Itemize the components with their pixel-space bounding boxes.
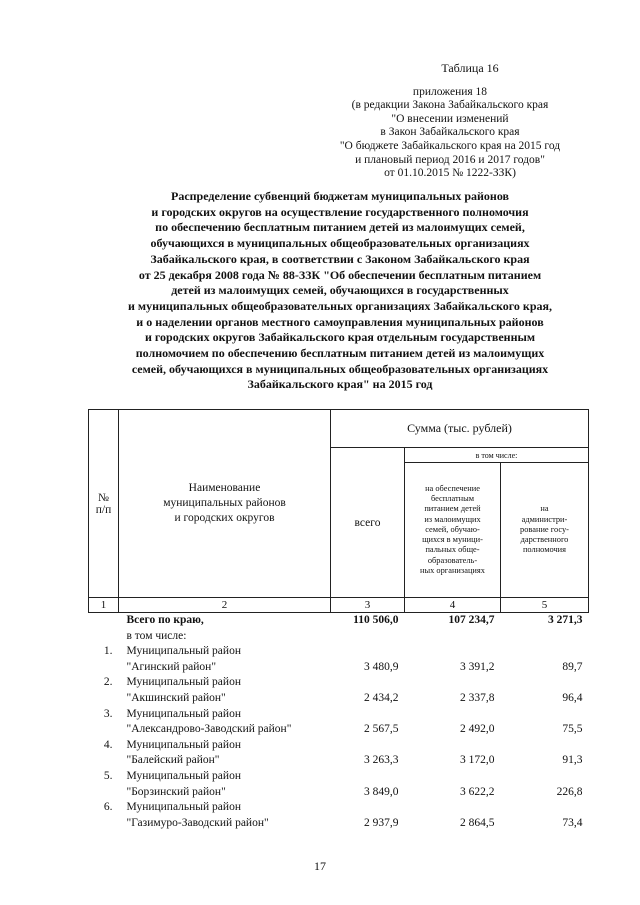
title-line: Забайкальского края, в соответствии с Законом Забайкальского края	[150, 251, 530, 266]
column-header-total: всего	[331, 448, 405, 598]
total-sublabel: в том числе:	[126, 629, 187, 642]
title-line: обучающихся в муниципальных общеобразовательных организациях	[150, 236, 530, 251]
column-header-sum: Сумма (тыс. рублей)	[331, 410, 589, 448]
row-value-admin: 3 271,3	[548, 614, 583, 626]
row-name	[119, 707, 331, 738]
row-name-line: Муниципальный район	[126, 645, 241, 658]
table-row-total	[89, 613, 589, 645]
row-name-line: Муниципальный район	[126, 738, 241, 751]
row-value-food: 2 492,0	[460, 723, 495, 736]
row-name-line: "Балейский район"	[126, 754, 220, 767]
header-text: на обеспечение	[425, 483, 480, 493]
row-index: 5.	[103, 769, 113, 782]
header-text: бесплатным	[430, 493, 475, 503]
table-row	[89, 769, 589, 800]
title-line: детей из малоимущих семей, обучающихся в государственных	[171, 283, 509, 298]
header-text: администри-	[521, 514, 568, 524]
row-index: 3.	[103, 707, 113, 720]
row-name-line: "Газимуро-Заводский район"	[126, 816, 269, 829]
row-name-line: "Александрово-Заводский район"	[126, 723, 292, 736]
title-line: Распределение субвенций бюджетам муниципальных районов	[170, 189, 510, 203]
row-value-admin: 73,4	[562, 816, 583, 829]
header-text: и городских округов	[174, 512, 275, 524]
table-label: Таблица 16	[441, 61, 499, 75]
row-value-total: 110 506,0	[353, 614, 399, 626]
row-name	[119, 613, 331, 645]
row-name-line: Муниципальный район	[126, 801, 241, 814]
title-line: Забайкальского края" на 2015 год	[247, 377, 433, 392]
title-line: семей, обучающихся в муниципальных общеобразовательных организациях	[131, 361, 549, 376]
title-line: по обеспечению бесплатным питанием детей из малоимущих семей,	[155, 220, 525, 235]
row-value-food: 107 234,7	[448, 614, 495, 626]
row-name-line: "Акшинский район"	[126, 691, 226, 704]
header-line: от 01.10.2015 № 1222-ЗЗК)	[384, 167, 516, 180]
title-line: от 25 декабря 2008 года № 88-ЗЗК "Об обеспечении бесплатным питанием	[138, 267, 542, 282]
total-label: Всего по краю,	[126, 614, 204, 626]
header-text: полномочия	[522, 545, 567, 555]
column-number: 1	[89, 598, 119, 613]
row-index	[89, 613, 119, 645]
row-value-total: 3 263,3	[364, 754, 399, 767]
row-value-total: 3 849,0	[364, 785, 399, 798]
header-text: семей, обучаю-	[425, 524, 480, 534]
row-value-food: 3 622,2	[460, 785, 495, 798]
row-value-total: 2 937,9	[364, 816, 399, 829]
header-line: и плановый период 2016 и 2017 годов"	[355, 153, 545, 166]
row-value-food: 2 864,5	[460, 816, 495, 829]
header-text: пальных обще-	[425, 545, 480, 555]
header-line: (в редакции Закона Забайкальского края	[351, 99, 549, 112]
row-value-total: 2 567,5	[364, 723, 399, 736]
header-text: из малоимущих	[424, 514, 481, 524]
page-number: 17	[314, 859, 326, 873]
column-number: 2	[119, 598, 331, 613]
header-text: ных организациях	[420, 566, 485, 576]
header-text: №	[98, 491, 109, 504]
table-row	[89, 707, 589, 738]
header-text: питанием детей	[424, 504, 481, 514]
header-text: образователь-	[427, 555, 478, 565]
title-line: и городских округов Забайкальского края отдельным государственным	[144, 330, 536, 345]
row-value-admin: 75,5	[562, 723, 583, 736]
header-text: щихся в муници-	[422, 535, 483, 545]
column-header-name	[119, 410, 331, 598]
document-title	[80, 189, 600, 393]
column-header-number	[89, 410, 119, 598]
header-line: "О внесении изменений	[391, 112, 509, 125]
column-header-including: в том числе:	[405, 448, 589, 463]
row-index: 2.	[103, 676, 113, 689]
row-name	[119, 675, 331, 706]
title-line: полномочием по обеспечению бесплатным питанием детей из малоимущих	[135, 346, 545, 361]
subventions-table	[88, 409, 589, 831]
row-index: 4.	[103, 738, 113, 751]
row-name	[119, 769, 331, 800]
row-name-line: Муниципальный район	[126, 676, 241, 689]
row-name	[119, 738, 331, 769]
row-name	[119, 800, 331, 831]
title-line: и муниципальных общеобразовательных организациях Забайкальского края,	[127, 298, 553, 313]
column-header-admin	[501, 463, 589, 598]
table-row	[89, 800, 589, 831]
header-line: "О бюджете Забайкальского края на 2015 год	[339, 139, 561, 152]
title-line: и городских округов на осуществление государственного полномочия	[151, 204, 529, 219]
row-value-admin: 226,8	[556, 785, 583, 798]
header-line: приложения 18	[412, 85, 488, 98]
table-row	[89, 675, 589, 706]
header-line: в Закон Забайкальского края	[380, 126, 520, 139]
row-name-line: "Агинский район"	[126, 660, 217, 673]
title-line: и о наделении органов местного самоуправления муниципальных районов	[136, 314, 544, 329]
table-row	[89, 644, 589, 675]
column-numbers-row	[89, 598, 589, 613]
row-name-line: Муниципальный район	[126, 769, 241, 782]
header-text: рование госу-	[520, 524, 569, 534]
row-name	[119, 644, 331, 675]
appendix-header	[300, 62, 600, 181]
column-header-food	[405, 463, 501, 598]
column-number: 3	[331, 598, 405, 613]
header-text: на	[540, 504, 549, 514]
row-value-admin: 89,7	[562, 660, 583, 673]
row-value-food: 3 172,0	[460, 754, 495, 767]
row-name-line: Муниципальный район	[126, 707, 241, 720]
row-value-food: 2 337,8	[460, 691, 495, 704]
row-value-admin: 96,4	[562, 691, 583, 704]
row-value-admin: 91,3	[562, 754, 583, 767]
column-number: 5	[501, 598, 589, 613]
row-index: 6.	[103, 801, 113, 814]
header-text: дарственного	[520, 535, 569, 545]
table-row	[89, 738, 589, 769]
row-index: 1.	[103, 645, 113, 658]
row-value-total: 2 434,2	[364, 691, 399, 704]
header-text: п/п	[95, 503, 112, 516]
header-text: Наименование	[188, 482, 261, 494]
row-name-line: "Борзинский район"	[126, 785, 226, 798]
row-value-total: 3 480,9	[364, 660, 399, 673]
header-text: муниципальных районов	[163, 497, 286, 509]
row-value-food: 3 391,2	[460, 660, 495, 673]
column-number: 4	[405, 598, 501, 613]
